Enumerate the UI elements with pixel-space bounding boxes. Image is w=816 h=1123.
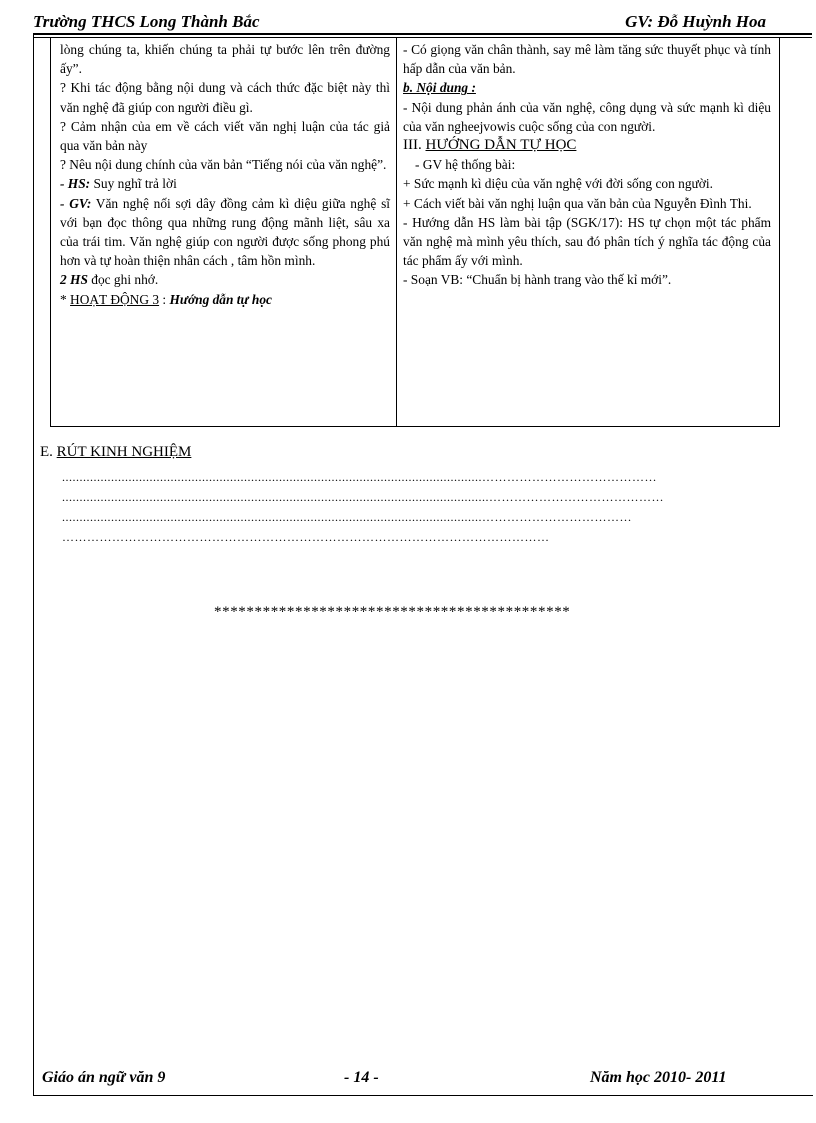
gv-text: Văn nghệ nối sợi dây đồng cảm kì diệu giữa nghệ sĩ với bạn đọc thông qua những rung động mãnh liệt, sâu xa của trái tim. Văn nghệ giúp con người được sống phong phú hơn và tự hoàn thiện nhân cách , tâm hồn mình. <box>60 195 390 269</box>
footer-page-number: - 14 - <box>344 1069 379 1086</box>
footer-right: Năm học 2010- 2011 <box>590 1069 727 1086</box>
notes-line: ........................................................................................................................……………………………… <box>62 510 632 524</box>
section-3-title: HƯỚNG DẪN TỰ HỌC <box>425 137 577 154</box>
hs2-line <box>60 270 390 289</box>
notes-line: ……………………………………………………………………………………………………… <box>62 530 550 544</box>
right-paragraph: - Soạn VB: “Chuẩn bị hành trang vào thế kỉ mới”. <box>403 272 672 288</box>
hs-label: - HS: <box>60 176 91 192</box>
content-column <box>397 38 779 426</box>
section-e-title: RÚT KINH NGHIỆM <box>56 444 192 460</box>
right-paragraph: + Cách viết bài văn nghị luận qua văn bản của Nguyễn Đình Thi. <box>403 195 752 211</box>
hs2-text: đọc ghi nhớ. <box>87 272 159 288</box>
right-paragraph: - GV hệ thống bài: <box>415 157 516 173</box>
activity-3-title: Hướng dẫn tự học <box>169 291 272 307</box>
notes-line: ........................................................................................................................…………………………………… <box>62 470 657 484</box>
left-paragraph: lòng chúng ta, khiến chúng ta phải tự bước lên trên đường ấy”. <box>60 42 390 77</box>
header-school: Trường THCS Long Thành Bắc <box>33 12 260 31</box>
hs-answer <box>60 174 390 193</box>
left-question: ? Nêu nội dung chính của văn bản “Tiếng nói của văn nghệ”. <box>60 157 387 173</box>
activity-3-label: HOẠT ĐỘNG 3 <box>70 291 160 307</box>
hs2-label: 2 HS <box>60 272 88 288</box>
header-teacher: GV: Đỗ Huỳnh Hoa <box>625 12 766 31</box>
footer-left: Giáo án ngữ văn 9 <box>42 1069 166 1086</box>
gv-answer <box>60 194 390 271</box>
hs-text: Suy nghĩ trả lời <box>90 176 177 192</box>
right-paragraph: + Sức mạnh kì diệu của văn nghệ với đời sống con người. <box>403 176 713 192</box>
left-question: ? Khi tác động bằng nội dung và cách thức đặc biệt này thì văn nghệ đã giúp con người điều gì. <box>60 80 390 115</box>
right-paragraph: - Có giọng văn chân thành, say mê làm tăng sức thuyết phục và tính hấp dẫn của văn bản. <box>403 42 771 77</box>
lesson-table <box>50 38 780 427</box>
activity-3-heading: * HOẠT ĐỘNG 3 : Hướng dẫn tự học <box>60 291 272 307</box>
right-paragraph: - Nội dung phản ánh của văn nghệ, công dụng và sức mạnh kì diệu của văn ngheejvowis cuộc sống của con người. <box>403 99 771 134</box>
section-e-heading: E. RÚT KINH NGHIỆM <box>40 444 192 460</box>
header-rule <box>33 33 812 35</box>
teacher-activity-column <box>51 38 397 426</box>
right-paragraph: - Hướng dẫn HS làm bài tập (SGK/17): HS tự chọn một tác phẩm văn nghệ mà mình yêu thích, sau đó phân tích ý nghĩa tác động của tác phẩm ấy với mình. <box>403 214 771 269</box>
notes-line: ..........................................................................................................................…………………………………… <box>62 490 664 504</box>
separator-stars: ******************************************** <box>214 604 571 620</box>
gv-label: - GV: <box>60 195 92 211</box>
noidung-heading: b. Nội dung : <box>403 80 476 96</box>
left-question: ? Cảm nhận của em về cách viết văn nghị luận của tác giả qua văn bản này <box>60 118 390 154</box>
section-3-heading: III. HƯỚNG DẪN TỰ HỌC <box>403 137 577 154</box>
